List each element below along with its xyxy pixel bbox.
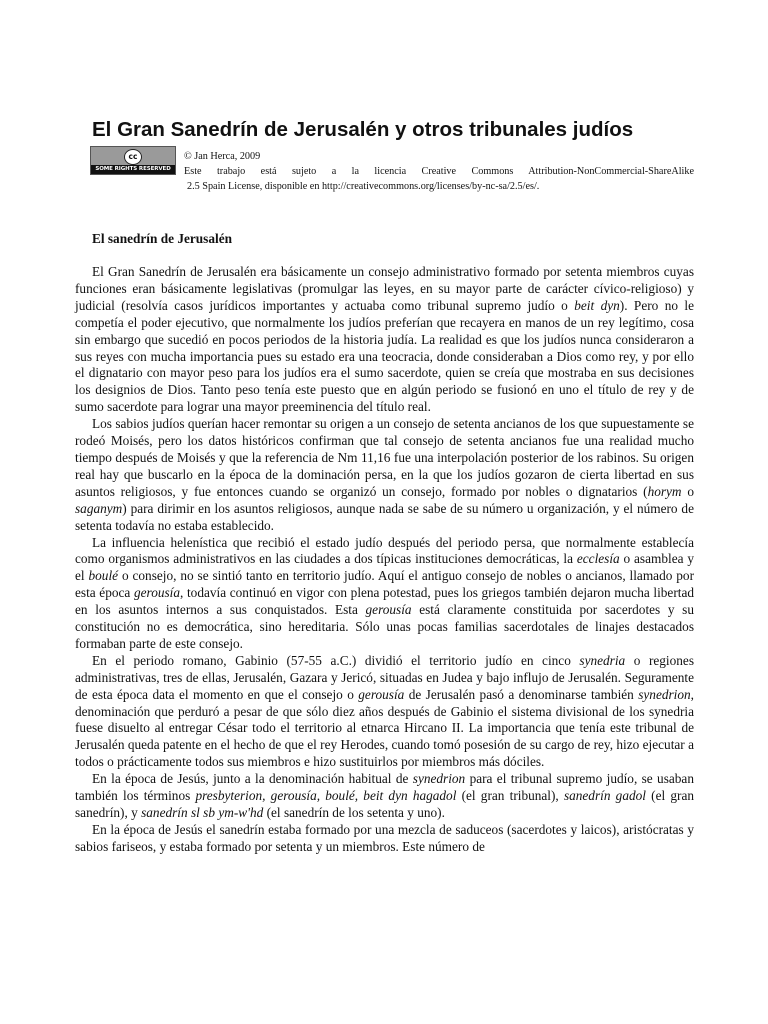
- italic-term: gerousía: [133, 585, 181, 601]
- cc-badge-strip-text: SOME RIGHTS RESERVED: [91, 165, 175, 174]
- license-line: Este trabajo está sujeto a la licencia Creative Commons Attribution-NonCommercial-ShareAlike: [184, 166, 694, 177]
- text-run: ). Pero no le competía el poder ejecutivo, que normalmente los judíos preferían que recayera en manos de un rey legítimo, cosa sin embargo que sucedió en pocos periodos de la historia judía. La realidad es que los judíos nunca consideraron a sus reyes con mucha importancia pues su estado era una teocracia, donde consideraban a Dios como rey, y por ello el dignatario con mayor peso para los judíos era el sumo sacerdote, quien se creía que mostraba en sus decisiones los designios de Dios. Tanto peso tenía este puesto que en algún periodo se fusionó en uno el título de rey y de sumo sacerdote para lograr una mayor preeminencia del título real.: [75, 297, 694, 415]
- copyright-line: © Jan Herca, 2009: [184, 151, 261, 162]
- license-url-line: 2.5 Spain License, disponible en http://creativecommons.org/licenses/by-nc-sa/2.5/es/.: [187, 181, 540, 192]
- italic-term: gerousía: [365, 602, 412, 618]
- text-run: Los sabios judíos querían hacer remontar su origen a un consejo de setenta ancianos de los que supuestamente se rodeó Moisés, pero los datos históricos confirman que tal consejo de setenta ancianos fue una realidad mucho tiempo después de Moisés y que la referencia de Nm 11,16 fue una interpolación posterior de los rabinos. Su origen real hay que buscarlo en la época de la dominación persa, en la que los judíos gozaron de cierta libertad en sus asuntos religiosos, y fue entonces cuando se organizó un consejo, formado por nobles o dignatarios (: [75, 416, 694, 499]
- text-run: , todavía continuó en vigor con plena potestad, pues los griegos también dejaron mucha libertad en los asuntos internos a sus conquistados. Esta: [75, 585, 695, 618]
- italic-term: synedria: [579, 652, 626, 668]
- body-text: [75, 264, 694, 856]
- document-title: El Gran Sanedrín de Jerusalén y otros tribunales judíos: [92, 118, 634, 141]
- text-run: (el gran tribunal),: [456, 788, 564, 804]
- text-run: En la época de Jesús el sanedrín estaba formado por una mezcla de saduceos (sacerdotes y laicos), aristócratas y sabios fariseos, y estaba formado por setenta y un miembros. Este número de: [75, 821, 694, 854]
- italic-term: gerousía: [358, 686, 405, 702]
- italic-term: horym: [647, 483, 682, 499]
- text-run: está claramente constituida por sacerdotes y su constitución no es democrática, sino hereditaria. Sólo unas pocas familias sacerdotales de linajes destacados formaban parte de este consejo.: [75, 602, 694, 651]
- body-paragraph: [75, 771, 694, 822]
- text-run: o asamblea y el: [75, 551, 694, 584]
- text-run: En la época de Jesús, junto a la denominación habitual de: [92, 771, 413, 787]
- section-heading: El sanedrín de Jerusalén: [92, 231, 233, 246]
- text-run: ) para dirimir en los asuntos religiosos, aunque nada se sabe de su número u organización, y el número de setenta todavía no estaba establecido.: [75, 500, 694, 533]
- body-paragraph: [75, 822, 694, 856]
- body-paragraph: [75, 653, 694, 771]
- italic-term: presbyterion, gerousía, boulé, beit dyn hagadol: [195, 788, 457, 804]
- body-paragraph: [75, 535, 694, 653]
- body-paragraph: [75, 264, 694, 416]
- text-run: para el tribunal supremo judío, se usaban también los términos: [75, 771, 694, 804]
- italic-term: boulé: [88, 568, 119, 584]
- text-run: La influencia helenística que recibió el estado judío después del periodo persa, que normalmente establecía como organismos administrativos en las ciudades a dos típicas instituciones democráticas, la: [75, 534, 694, 567]
- italic-term: sanedrín sl sb ym-w'hd: [141, 805, 264, 820]
- text-run: En el periodo romano, Gabinio (57-55 a.C.) dividió el territorio judío en cinco: [92, 652, 580, 668]
- text-run: o regiones administrativas, tres de ellas, Jerusalén, Gazara y Jericó, situadas en Judea y bajo influjo de Jerusalén. Seguramente de esta época data el momento en que el consejo o: [75, 652, 694, 702]
- italic-term: beit dyn: [574, 297, 620, 313]
- italic-term: synedrion: [638, 686, 691, 702]
- cc-license-badge[interactable]: [90, 146, 176, 175]
- italic-term: synedrion: [412, 771, 466, 787]
- text-run: o consejo, no se sintió tanto en territorio judío. Aquí el antiguo consejo de nobles o ancianos, llamado por esta época: [75, 568, 694, 601]
- text-run: (el gran sanedrín), y: [75, 788, 694, 820]
- license-notice: [184, 149, 694, 194]
- italic-term: sanedrín gadol: [563, 788, 646, 804]
- italic-term: saganym: [75, 500, 123, 516]
- text-run: (el sanedrín de los setenta y uno).: [263, 805, 445, 820]
- text-run: , denominación que perduró a pesar de que sólo diez años después de Gabinio el sistema divisional de los synedria fuese disuelto al entregar César todo el territorio al etnarca Hircano II. La importancia que tenía este tribunal de Jerusalén queda patente en el hecho de que el rey Herodes, cuando tomó posesión de su cargo de rey, hizo ejecutar a todos o prácticamente todos sus miembros e hizo sustituirlos por miembros más dóciles.: [75, 686, 694, 770]
- italic-term: ecclesía: [576, 551, 620, 567]
- text-run: o: [681, 483, 694, 499]
- text-run: El Gran Sanedrín de Jerusalén era básicamente un consejo administrativo formado por setenta miembros cuyas funciones eran básicamente legislativas (promulgar las leyes, en su mayor parte de carácter cívico-religioso) y judicial (resolvía casos jurídicos importantes y actuaba como tribunal supremo judío o: [75, 264, 694, 313]
- creative-commons-icon: cc: [124, 149, 142, 165]
- body-paragraph: [75, 416, 694, 534]
- text-run: de Jerusalén pasó a denominarse también: [404, 686, 639, 702]
